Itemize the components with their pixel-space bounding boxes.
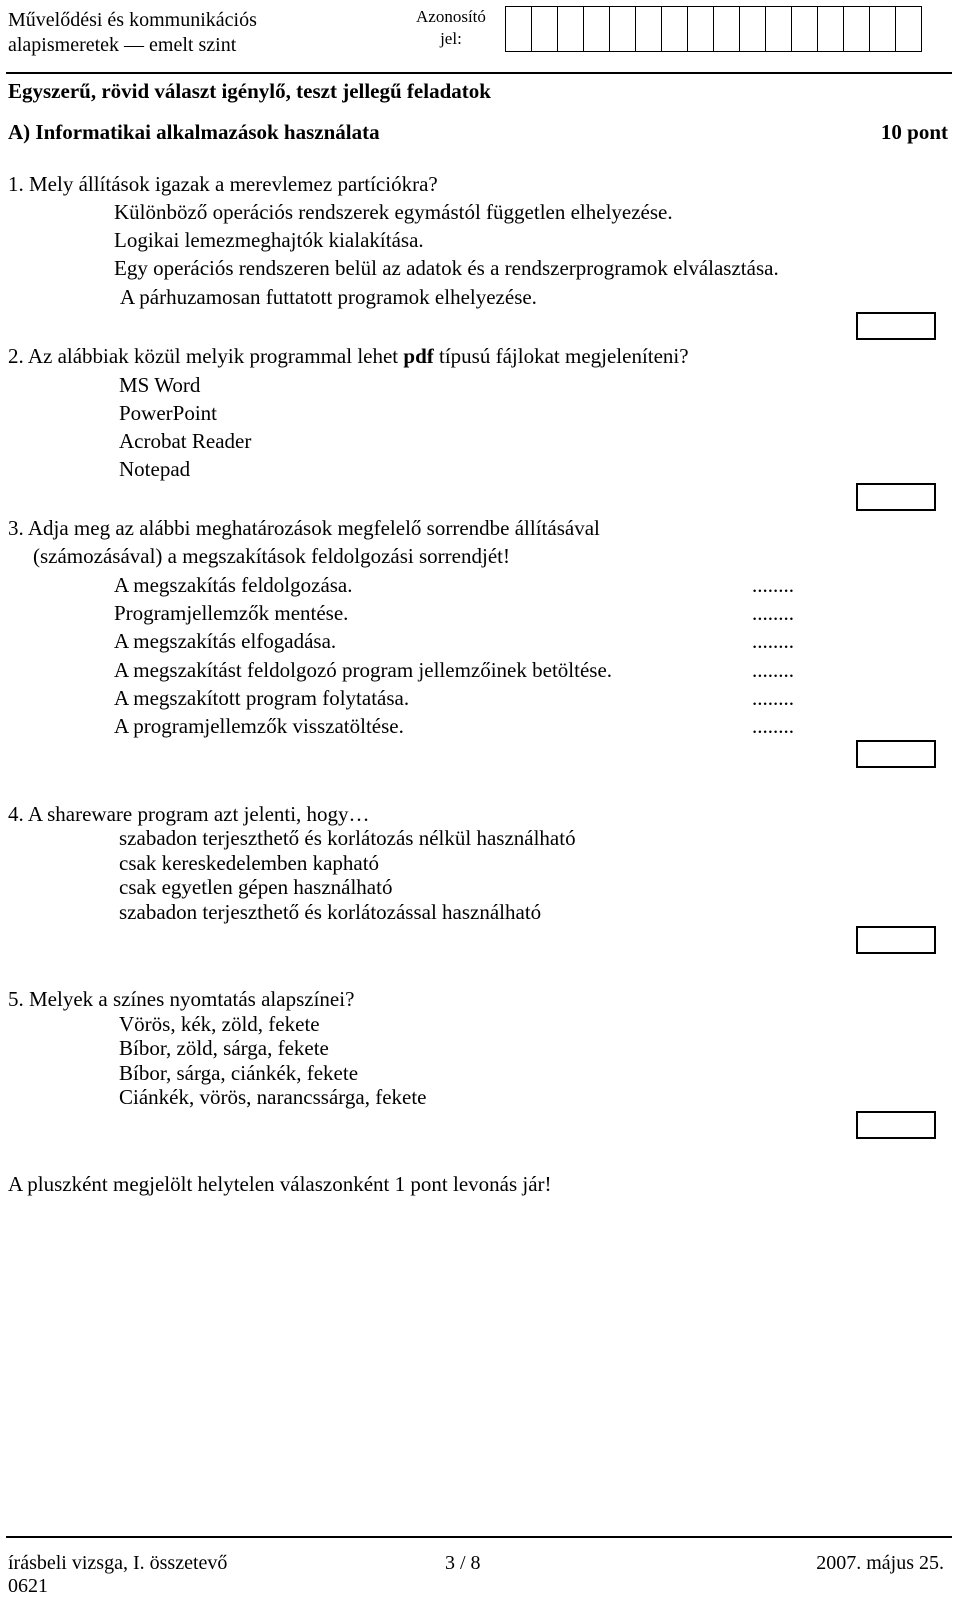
footer-page-number: 3 / 8 (445, 1552, 481, 1574)
id-box[interactable] (635, 6, 662, 52)
id-box[interactable] (739, 6, 766, 52)
question-1-option[interactable]: Egy operációs rendszeren belül az adatok és a rendszerprogramok elválasztása. (114, 256, 779, 280)
question-2-answer-box[interactable] (856, 483, 936, 511)
section-title: Egyszerű, rövid választ igénylő, teszt jellegű feladatok (8, 79, 491, 103)
penalty-note: A pluszként megjelölt helytelen válaszonként 1 pont levonás jár! (8, 1172, 552, 1196)
question-2-text-after: típusú fájlokat megjeleníteni? (433, 344, 689, 368)
id-box[interactable] (687, 6, 714, 52)
question-5-option[interactable]: Vörös, kék, zöld, fekete (119, 1012, 320, 1036)
question-5-option[interactable]: Bíbor, sárga, ciánkék, fekete (119, 1061, 359, 1085)
question-2-text-before: 2. Az alábbiak közül melyik programmal lehet (8, 344, 404, 368)
id-box[interactable] (895, 6, 922, 52)
question-3-text-line1: 3. Adja meg az alábbi meghatározások megfelelő sorrendbe állításával (8, 516, 600, 540)
header-subject (8, 8, 257, 58)
question-3-item: A megszakítás elfogadása. (114, 629, 337, 653)
id-box[interactable] (869, 6, 896, 52)
question-2-option[interactable]: PowerPoint (119, 401, 218, 425)
footer-divider (6, 1536, 952, 1538)
question-3-blank[interactable]: ........ (752, 601, 794, 625)
question-2-option[interactable]: Notepad (119, 457, 191, 481)
question-5-option[interactable]: Bíbor, zöld, sárga, fekete (119, 1036, 329, 1060)
id-box[interactable] (557, 6, 584, 52)
header-subject-line1: Művelődési és kommunikációs (8, 9, 257, 31)
question-5-text: 5. Melyek a színes nyomtatás alapszínei? (8, 987, 355, 1011)
section-subtitle: A) Informatikai alkalmazások használata (8, 120, 380, 144)
id-box[interactable] (713, 6, 740, 52)
question-2-text (8, 342, 689, 370)
question-3-item: A megszakítást feldolgozó program jellemzőinek betöltése. (114, 658, 613, 682)
question-3-item: Programjellemzők mentése. (114, 601, 349, 625)
header-divider (6, 72, 952, 74)
footer-left (8, 1552, 227, 1598)
id-box[interactable] (583, 6, 610, 52)
question-3-answer-box[interactable] (856, 740, 936, 768)
id-box[interactable] (791, 6, 818, 52)
question-3-text-line2: (számozásával) a megszakítások feldolgozási sorrendjét! (33, 544, 510, 568)
question-4-option[interactable]: szabadon terjeszthető és korlátozás nélkül használható (119, 826, 576, 850)
question-1-answer-box[interactable] (856, 312, 936, 340)
id-boxes (506, 6, 922, 52)
question-3-blank[interactable]: ........ (752, 658, 794, 682)
id-box[interactable] (609, 6, 636, 52)
id-box[interactable] (843, 6, 870, 52)
question-2-option[interactable]: Acrobat Reader (119, 429, 252, 453)
question-3-blank[interactable]: ........ (752, 573, 794, 597)
question-2-text-bold: pdf (403, 344, 434, 368)
footer-exam-label: írásbeli vizsga, I. összetevő (8, 1552, 228, 1574)
question-5-option[interactable]: Ciánkék, vörös, narancssárga, fekete (119, 1085, 427, 1109)
id-label-line2: jel: (440, 29, 462, 48)
question-4-option[interactable]: szabadon terjeszthető és korlátozással használható (119, 900, 542, 924)
question-3-item: A megszakítás feldolgozása. (114, 573, 353, 597)
header-subject-line2: alapismeretek — emelt szint (8, 34, 237, 56)
footer-code: 0621 (8, 1575, 48, 1597)
question-1-text: 1. Mely állítások igazak a merevlemez partíciókra? (8, 172, 438, 196)
question-4-answer-box[interactable] (856, 926, 936, 954)
id-box[interactable] (505, 6, 532, 52)
section-points: 10 pont (880, 120, 948, 144)
question-4-option[interactable]: csak egyetlen gépen használható (119, 875, 393, 899)
question-3-item: A megszakított program folytatása. (114, 686, 410, 710)
id-label (416, 6, 486, 50)
id-box[interactable] (661, 6, 688, 52)
footer-date: 2007. május 25. (816, 1552, 944, 1574)
question-1-option[interactable]: A párhuzamosan futtatott programok elhelyezése. (120, 285, 537, 309)
question-4-option[interactable]: csak kereskedelemben kapható (119, 851, 380, 875)
question-4-text: 4. A shareware program azt jelenti, hogy… (8, 802, 370, 826)
id-box[interactable] (765, 6, 792, 52)
question-1-option[interactable]: Logikai lemezmeghajtók kialakítása. (114, 228, 424, 252)
question-1-option[interactable]: Különböző operációs rendszerek egymástól független elhelyezése. (114, 200, 673, 224)
id-box[interactable] (531, 6, 558, 52)
id-box[interactable] (817, 6, 844, 52)
question-5-answer-box[interactable] (856, 1111, 936, 1139)
question-3-item: A programjellemzők visszatöltése. (114, 714, 404, 738)
question-3-blank[interactable]: ........ (752, 629, 794, 653)
question-3-blank[interactable]: ........ (752, 714, 794, 738)
question-3-blank[interactable]: ........ (752, 686, 794, 710)
id-label-line1: Azonosító (416, 7, 486, 26)
question-2-option[interactable]: MS Word (119, 373, 201, 397)
